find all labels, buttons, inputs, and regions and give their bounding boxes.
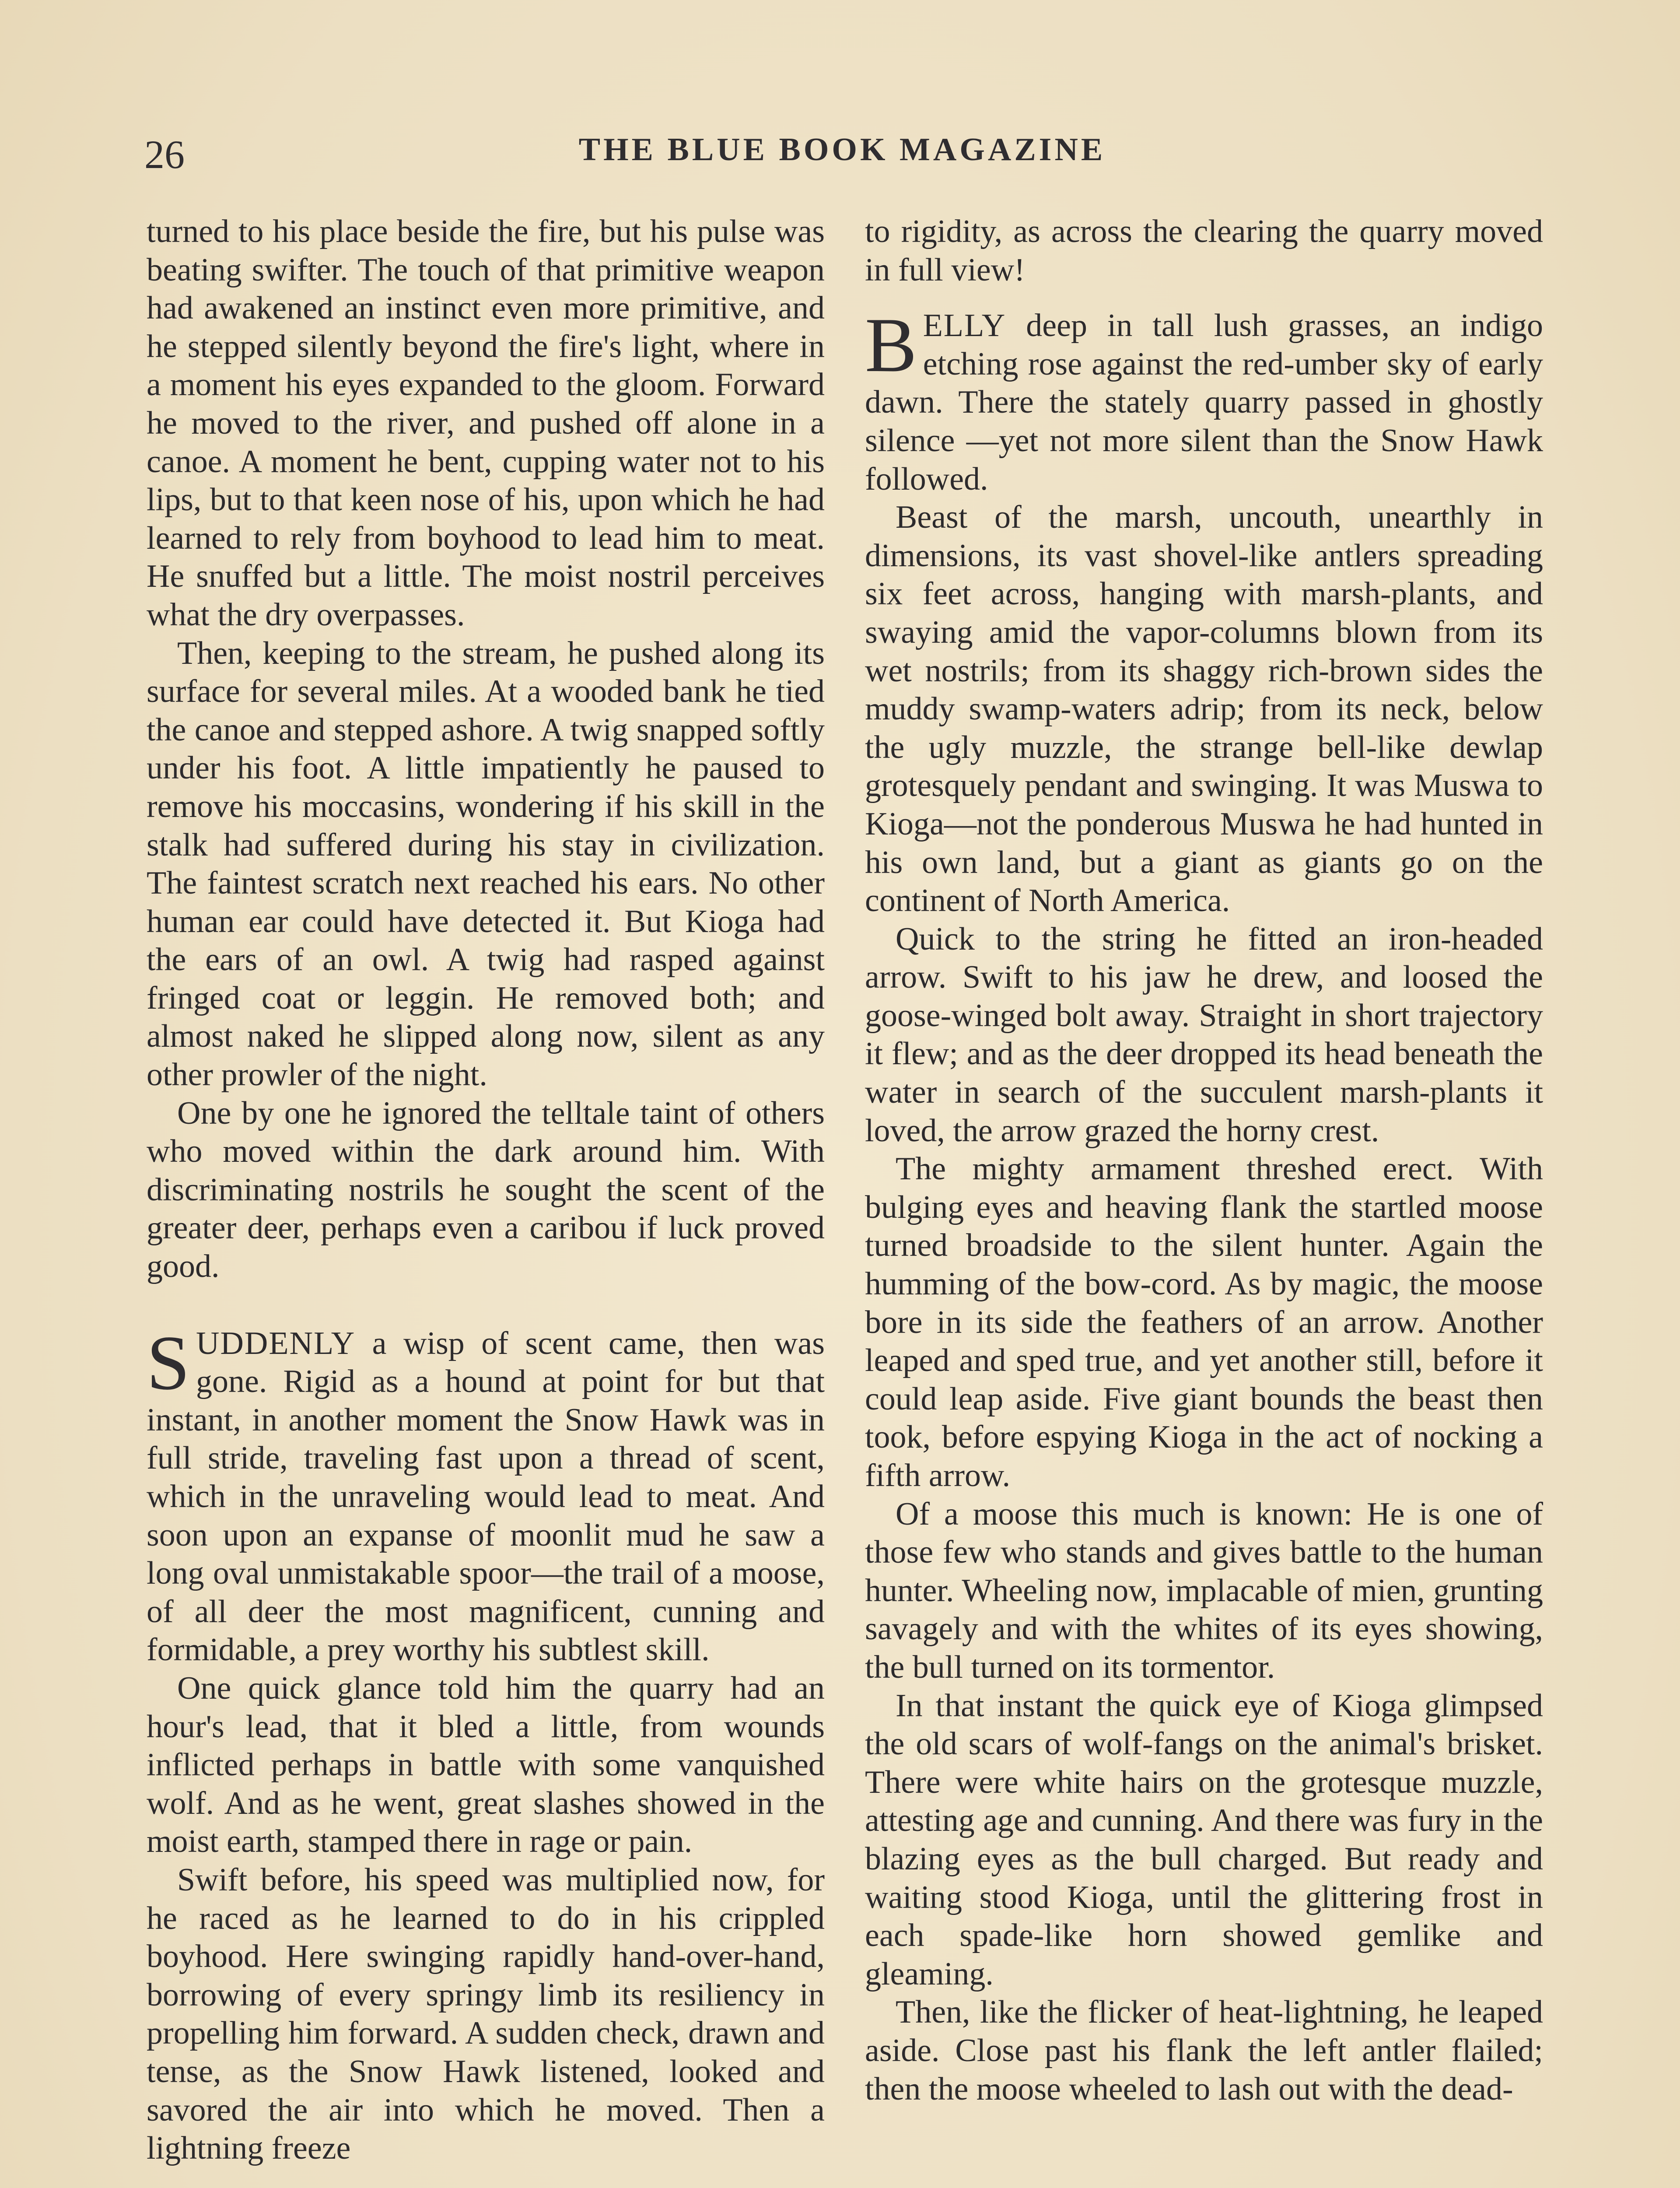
section-opening-paragraph	[147, 1319, 825, 1669]
paragraph: Beast of the marsh, uncouth, unearthly in dimensions, its vast shovel-like antlers spreading six feet across, hanging with marsh-plants, and swaying amid the vapor-columns blown from its wet nostrils; from its shaggy rich-brown sides the muddy swamp-waters adrip; from its neck, below the ugly muzzle, the strange bell-like dewlap grotesquely pendant and swinging. It was Muswa to Kioga—not the ponderous Muswa he had hunted in his own land, but a giant as giants go on the continent of North America.	[865, 499, 1543, 919]
small-caps-lead: ELLY	[923, 308, 1006, 344]
paragraph-text: deep in tall lush grasses, an indigo etching rose against the red-umber sky of early dawn. There the stately quarry passed in ghostly silence —yet not more silent than the Snow Hawk followed.	[865, 308, 1543, 497]
paragraph: The mighty armament threshed erect. With bulging eyes and heaving flank the startled moose turned broadside to the silent hunter. Again the humming of the bow-cord. As by magic, the moose bore in its side the feathers of an arrow. Another leaped and sped true, and yet another still, before it could leap aside. Five giant bounds the beast then took, before espying Kioga in the act of nocking a fifth arrow.	[865, 1151, 1543, 1494]
paragraph: turned to his place beside the fire, but his pulse was beating swifter. The touch of that primitive weapon had awakened an instinct even more primitive, and he stepped silently beyond the fire's light, where in a moment his eyes expanded to the gloom. Forward he moved to the river, and pushed off alone in a canoe. A moment he bent, cupping water not to his lips, but to that keen nose of his, upon which he had learned to rely from boyhood to lead him to meat. He snuffed but a little. The moist nostril perceives what the dry overpasses.	[147, 214, 825, 633]
left-column	[147, 213, 825, 2168]
paragraph: to rigidity, as across the clearing the quarry moved in full view!	[865, 214, 1543, 288]
section-opening-paragraph	[865, 302, 1543, 498]
paragraph: Then, like the flicker of heat-lightning, he leaped aside. Close past his flank the left antler flailed; then the moose wheeled to lash out with the dead-	[865, 1994, 1543, 2107]
running-title: THE BLUE BOOK MAGAZINE	[578, 132, 1106, 168]
paragraph: One quick glance told him the quarry had an hour's lead, that it bled a little, from wounds inflicted perhaps in battle with some vanquished wolf. And as he went, great slashes showed in the moist earth, stamped there in rage or pain.	[147, 1670, 825, 1860]
paragraph: Then, keeping to the stream, he pushed along its surface for several miles. At a wooded bank he tied the canoe and stepped ashore. A twig snapped softly under his foot. A little impatiently he paused to remove his moccasins, wondering if his skill in the stalk had suffered during his stay in civilization. The faintest scratch next reached his ears. No other human ear could have detected it. But Kioga had the ears of an owl. A twig had rasped against fringed coat or leggin. He removed both; and almost naked he slipped along now, silent as any other prowler of the night.	[147, 635, 825, 1093]
page-number: 26	[144, 132, 185, 177]
paragraph: Swift before, his speed was multiplied now, for he raced as he learned to do in his crippled boyhood. Here swinging rapidly hand-over-hand, borrowing of every springy limb its resiliency in propelling him forward. A sudden check, drawn and tense, as the Snow Hawk listened, looked and savored the air into which he moved. Then a lightning freeze	[147, 1862, 825, 2167]
text-columns	[147, 213, 1543, 2188]
small-caps-lead: UDDENLY	[196, 1325, 356, 1361]
paragraph: Quick to the string he fitted an iron-headed arrow. Swift to his jaw he drew, and loosed the goose-winged bolt away. Straight in short trajectory it flew; and as the deer dropped its head beneath the water in search of the succulent marsh-plants it loved, the arrow grazed the horny crest.	[865, 921, 1543, 1149]
paragraph: Of a moose this much is known: He is one of those few who stands and gives battle to the human hunter. Wheeling now, implacable of mien, grunting savagely and with the whites of its eyes showing, the bull turned on its tormentor.	[865, 1496, 1543, 1685]
right-column	[865, 213, 1543, 2108]
page-header	[144, 131, 1540, 184]
paragraph: In that instant the quick eye of Kioga glimpsed the old scars of wolf-fangs on the animal's brisket. There were white hairs on the grotesque muzzle, attesting age and cunning. And there was fury in the blazing eyes as the bull charged. But ready and waiting stood Kioga, until the glittering frost in each spade-like horn showed gemlike and gleaming.	[865, 1687, 1543, 1992]
paragraph: One by one he ignored the telltale taint of others who moved within the dark around him. With discriminating nostrils he sought the scent of the greater deer, perhaps even a caribou if luck proved good.	[147, 1095, 825, 1285]
drop-cap: B	[865, 302, 917, 389]
paragraph-text: a wisp of scent came, then was gone. Rigid as a hound at point for but that instant, in another moment the Snow Hawk was in full stride, traveling fast upon a thread of scent, which in the unraveling would lead to meat. And soon upon an expanse of moonlit mud he saw a long oval unmistakable spoor—the trail of a moose, of all deer the most magnificent, cunning and formidable, a prey worthy his subtlest skill.	[147, 1325, 825, 1668]
drop-cap: S	[147, 1319, 190, 1406]
